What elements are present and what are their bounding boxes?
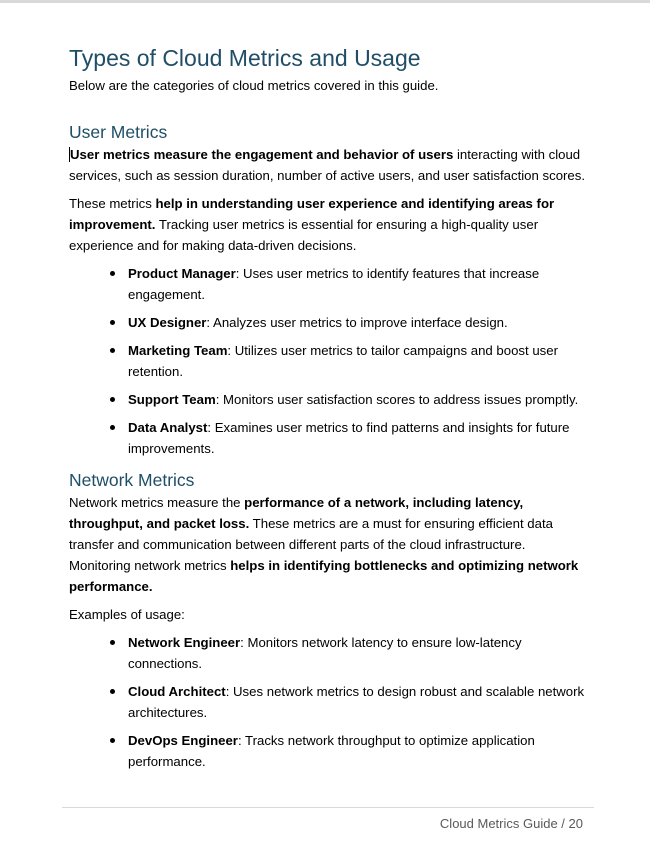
section-heading-user-metrics: User Metrics — [69, 122, 168, 142]
list-item — [69, 263, 589, 305]
list-item — [69, 389, 589, 410]
list-item — [69, 730, 589, 772]
section-heading-network-metrics: Network Metrics — [69, 470, 195, 490]
role-name: DevOps Engineer — [128, 733, 238, 748]
document-page — [69, 42, 589, 772]
user-metrics-paragraph-2 — [69, 193, 589, 256]
user-metrics-roles-list — [69, 263, 589, 459]
network-p1-mid: These metrics are a must for ensuring efficient data transfer and communication between different parts of the cloud infrastructure. Monitoring network metrics — [69, 516, 553, 573]
list-item — [69, 681, 589, 723]
role-name: Data Analyst — [128, 420, 208, 435]
user-metrics-p1-rest: interacting with cloud services, such as session duration, number of active users, and user satisfaction scores. — [69, 147, 586, 183]
user-metrics-p2-rest: Tracking user metrics is essential for ensuring a high-quality user experience and for making data-driven decisions. — [69, 217, 539, 253]
list-item — [69, 417, 589, 459]
role-description: : Uses network metrics to design robust and scalable network architectures. — [128, 684, 585, 720]
examples-label: Examples of usage: — [69, 607, 185, 622]
role-name: UX Designer — [128, 315, 207, 330]
intro-paragraph: Below are the categories of cloud metrics covered in this guide. — [69, 78, 439, 93]
list-item — [69, 312, 589, 333]
user-metrics-paragraph-1[interactable] — [69, 144, 589, 186]
list-item — [69, 632, 589, 674]
role-description: : Monitors user satisfaction scores to address issues promptly. — [215, 392, 579, 407]
role-description: : Monitors network latency to ensure low-latency connections. — [128, 635, 522, 671]
window-top-border — [0, 0, 650, 3]
role-name: Product Manager — [128, 266, 236, 281]
network-p1-bold: performance of a network, including latency, throughput, and packet loss. — [69, 495, 524, 531]
network-p1-bold-2: helps in identifying bottlenecks and optimizing network performance. — [69, 558, 579, 594]
user-metrics-p2-bold: help in understanding user experience and identifying areas for improvement. — [69, 196, 555, 232]
network-metrics-paragraph-1 — [69, 492, 589, 597]
network-p1-start: Network metrics measure the — [69, 495, 245, 510]
role-description: : Tracks network throughput to optimize application performance. — [128, 733, 535, 769]
user-metrics-p1-bold: User metrics measure the engagement and behavior of users — [70, 147, 454, 162]
role-description: : Examines user metrics to find patterns and insights for future improvements. — [128, 420, 570, 456]
footer-divider — [62, 807, 594, 808]
page-footer: Cloud Metrics Guide / 20 — [439, 816, 583, 831]
role-description: : Analyzes user metrics to improve interface design. — [206, 315, 508, 330]
role-name: Cloud Architect — [128, 684, 226, 699]
network-metrics-roles-list — [69, 632, 589, 772]
role-name: Marketing Team — [128, 343, 228, 358]
list-item — [69, 340, 589, 382]
user-metrics-p2-start: These metrics — [69, 196, 156, 211]
role-name: Network Engineer — [128, 635, 241, 650]
role-name: Support Team — [128, 392, 216, 407]
page-title: Types of Cloud Metrics and Usage — [69, 45, 421, 71]
role-description: : Uses user metrics to identify features that increase engagement. — [128, 266, 540, 302]
role-description: : Utilizes user metrics to tailor campaigns and boost user retention. — [128, 343, 558, 379]
